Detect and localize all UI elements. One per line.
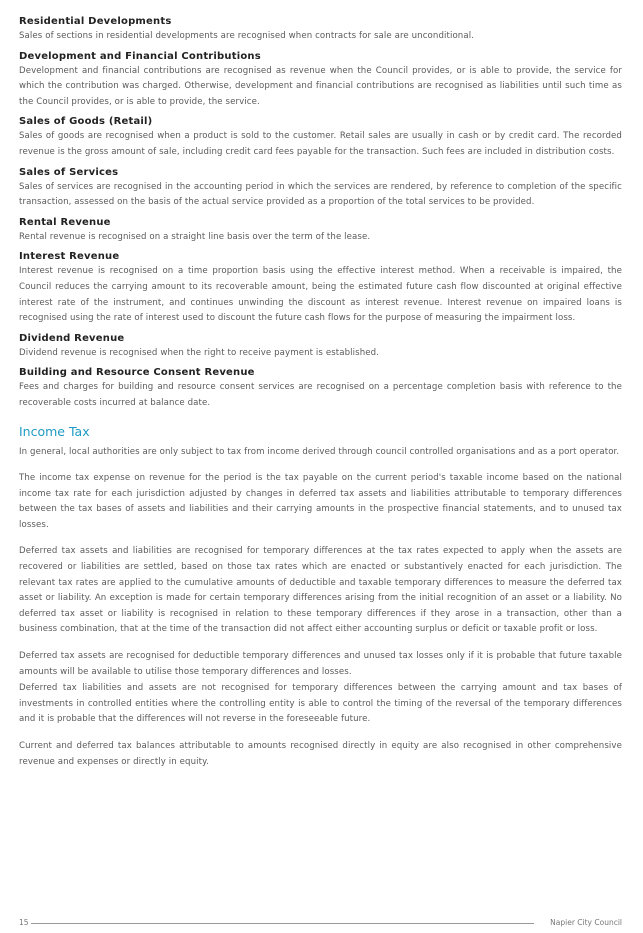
revenue-section-goods bbox=[19, 114, 622, 160]
revenue-section-dividend bbox=[19, 331, 622, 362]
section-heading: Rental Revenue bbox=[19, 216, 111, 228]
section-heading: Dividend Revenue bbox=[19, 332, 125, 344]
income-tax-section bbox=[19, 422, 622, 771]
revenue-section-rental bbox=[19, 215, 622, 246]
organisation-name: Napier City Council bbox=[550, 918, 622, 927]
section-paragraph: Sales of services are recognised in the accounting period in which the services are rendered, by reference to completion of the specific transaction, assessed on the basis of the actual service provided as a proportion of the total services to be provided. bbox=[19, 181, 622, 208]
section-heading: Sales of Services bbox=[19, 166, 119, 178]
section-paragraph: Development and financial contributions are recognised as revenue when the Council provides, or is able to provide, the service for which the contribution was charged. Otherwise, development and financial contributions are recognised as liabilities until such time as the Council provides, or is able to provide, the service. bbox=[19, 65, 622, 107]
revenue-section-services bbox=[19, 165, 622, 211]
income-tax-paragraph: Deferred tax liabilities and assets are not recognised for temporary differences between the carrying amount and tax bases of investments in controlled entities where the controlling entity is able to control the timing of the reversal of the temporary differences and it is probable that the differences will not reverse in the foreseeable future. bbox=[19, 683, 622, 725]
revenue-section-contributions bbox=[19, 49, 622, 111]
section-heading: Development and Financial Contributions bbox=[19, 50, 261, 62]
income-tax-paragraph: The income tax expense on revenue for the period is the tax payable on the current period's taxable income based on the national income tax rate for each jurisdiction adjusted by changes in deferred tax assets and liabilities attributable to temporary differences between the tax bases of assets and liabilities and their carrying amounts in the prospective financial statements, and to unused tax losses. bbox=[19, 473, 622, 530]
revenue-section-interest bbox=[19, 249, 622, 326]
income-tax-paragraph: In general, local authorities are only subject to tax from income derived through council controlled organisations and as a port operator. bbox=[19, 446, 620, 457]
section-heading: Sales of Goods (Retail) bbox=[19, 116, 153, 128]
section-paragraph: Sales of goods are recognised when a product is sold to the customer. Retail sales are usually in cash or by credit card. The recorded revenue is the gross amount of sale, including credit card fees payable for the transaction. Such fees are included in distribution costs. bbox=[19, 131, 622, 157]
revenue-section-residential bbox=[19, 14, 622, 45]
page-footer bbox=[19, 917, 622, 931]
document-page bbox=[19, 14, 622, 771]
footer-divider bbox=[31, 923, 534, 924]
section-paragraph: Rental revenue is recognised on a straight line basis over the term of the lease. bbox=[19, 231, 371, 242]
section-paragraph: Fees and charges for building and resource consent services are recognised on a percentage completion basis with reference to the recoverable costs incurred at balance date. bbox=[19, 382, 622, 408]
page-number: 15 bbox=[19, 918, 29, 927]
income-tax-paragraph: Deferred tax assets and liabilities are recognised for temporary differences at the tax rates expected to apply when the assets are recovered or liabilities are settled, based on those tax rates which are enacted or substantively enacted for each jurisdiction. The relevant tax rates are applied to the cumulative amounts of deductible and taxable temporary differences to measure the deferred tax asset or liability. An exception is made for certain temporary differences arising from the initial recognition of an asset or a liability. No deferred tax asset or liability is recognised in relation to these temporary differences if they arose in a transaction, other than a business combination, that at the time of the transaction did not affect either accounting surplus or deficit or taxable profit or loss. bbox=[19, 546, 622, 635]
section-paragraph: Interest revenue is recognised on a time proportion basis using the effective interest method. When a receivable is impaired, the Council reduces the carrying amount to its recoverable amount, being the estimated future cash flow discounted at original effective interest rate of the instrument, and continues unwinding the discount as interest revenue. Interest revenue on impaired loans is recognised using the rate of interest used to discount the future cash flows for the purpose of measuring the impairment loss. bbox=[19, 266, 622, 324]
revenue-section-consent bbox=[19, 365, 622, 411]
income-tax-paragraph: Deferred tax assets are recognised for deductible temporary differences and unused tax losses only if it is probable that future taxable amounts will be available to utilise those temporary differences and losses. bbox=[19, 651, 622, 677]
section-heading: Residential Developments bbox=[19, 16, 172, 27]
income-tax-paragraph: Current and deferred tax balances attributable to amounts recognised directly in equity are also recognised in other comprehensive revenue and expenses or directly in equity. bbox=[19, 741, 622, 767]
section-heading: Interest Revenue bbox=[19, 251, 120, 263]
section-paragraph: Dividend revenue is recognised when the right to receive payment is established. bbox=[19, 347, 380, 358]
section-paragraph: Sales of sections in residential developments are recognised when contracts for sale are unconditional. bbox=[19, 31, 475, 41]
section-heading: Building and Resource Consent Revenue bbox=[19, 367, 255, 379]
section-title: Income Tax bbox=[19, 423, 90, 439]
